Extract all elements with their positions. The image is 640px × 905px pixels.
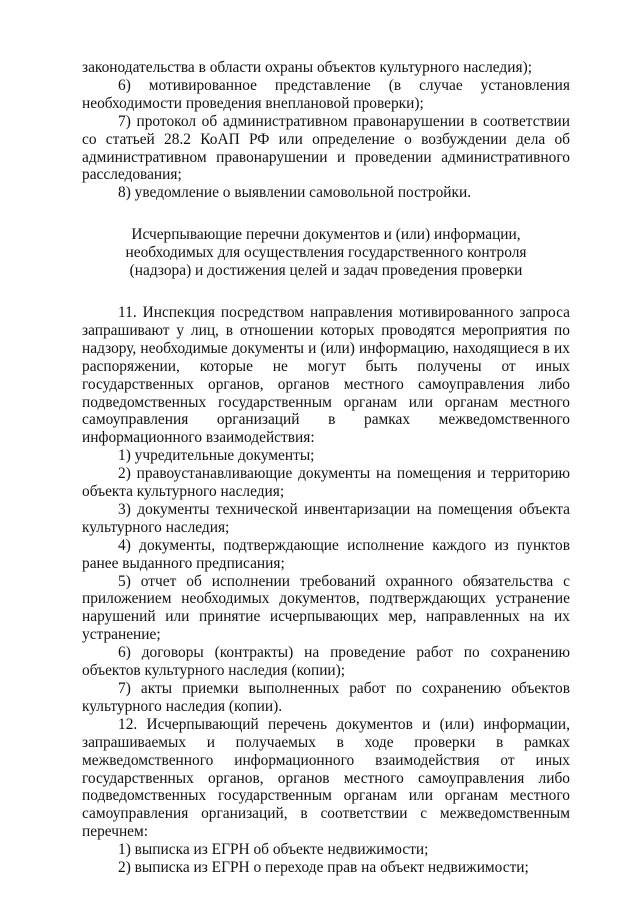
document-page [82,59,570,877]
section-heading [82,226,570,280]
heading-line-2: необходимых для осуществления государственного контроля [125,244,527,262]
section-list-main [82,304,570,877]
clause-11-item-7: 7) акты приемки выполненных работ по сохранению объектов культурного наследия (копии). [82,680,570,715]
clause-11-item-6: 6) договоры (контракты) на проведение работ по сохранению объектов культурного наследия (копии); [82,644,570,680]
clause-11-item-1: 1) учредительные документы; [118,447,315,465]
clause-12-item-1: 1) выписка из ЕГРН об объекте недвижимости; [118,841,429,859]
clause-11: 11. Инспекция посредством направления мотивированного запроса запрашивают у лиц, в отношении которых проводятся мероприятия по надзору, необходимые документы и (или) информацию, находящиеся в их распоряжении, которые не могут быть получены от иных государственных органов, органов местного самоуправления либо подведомственных государственным органам или органам местного самоуправления организаций в рамках межведомственного информационного взаимодействия: [82,303,570,447]
list-item-8: 8) уведомление о выявлении самовольной постройки. [118,184,472,202]
clause-11-item-2: 2) правоустанавливающие документы на помещения и территорию объекта культурного наследия; [82,465,570,501]
paragraph-continuation: законодательства в области охраны объектов культурного наследия); [82,59,532,76]
heading-line-3: (надзора) и достижения целей и задач проведения проверки [129,262,523,280]
clause-11-item-4: 4) документы, подтверждающие исполнение каждого из пунктов ранее выданного предписания; [82,536,570,572]
list-item-6: 6) мотивированное представление (в случае установления необходимости проведения внеплановой проверки); [82,76,570,112]
clause-12: 12. Исчерпывающий перечень документов и (или) информации, запрашиваемых и получаемых в ходе проверки в рамках межведомственного информационного взаимодействия от иных государственных органов, органов местного самоуправления либо подведомственных государственным органам или органам местного самоуправления организаций, в соответствии с межведомственным перечнем: [82,715,570,841]
heading-line-1: Исчерпывающие перечни документов и (или) информации, [131,226,521,244]
list-item-7: 7) протокол об административном правонарушении в соответствии со статьей 28.2 КоАП РФ или определение о возбуждении дела об административном правонарушении и проведении административного расследования; [82,112,570,184]
section-list-top [82,59,570,202]
clause-12-item-2: 2) выписка из ЕГРН о переходе прав на объект недвижимости; [118,859,529,877]
clause-11-item-5: 5) отчет об исполнении требований охранного обязательства с приложением необходимых документов, подтверждающих устранение нарушений или принятие исчерпывающих мер, направленных на их устранение; [82,572,570,644]
clause-11-item-3: 3) документы технической инвентаризации на помещения объекта культурного наследия; [82,500,570,536]
